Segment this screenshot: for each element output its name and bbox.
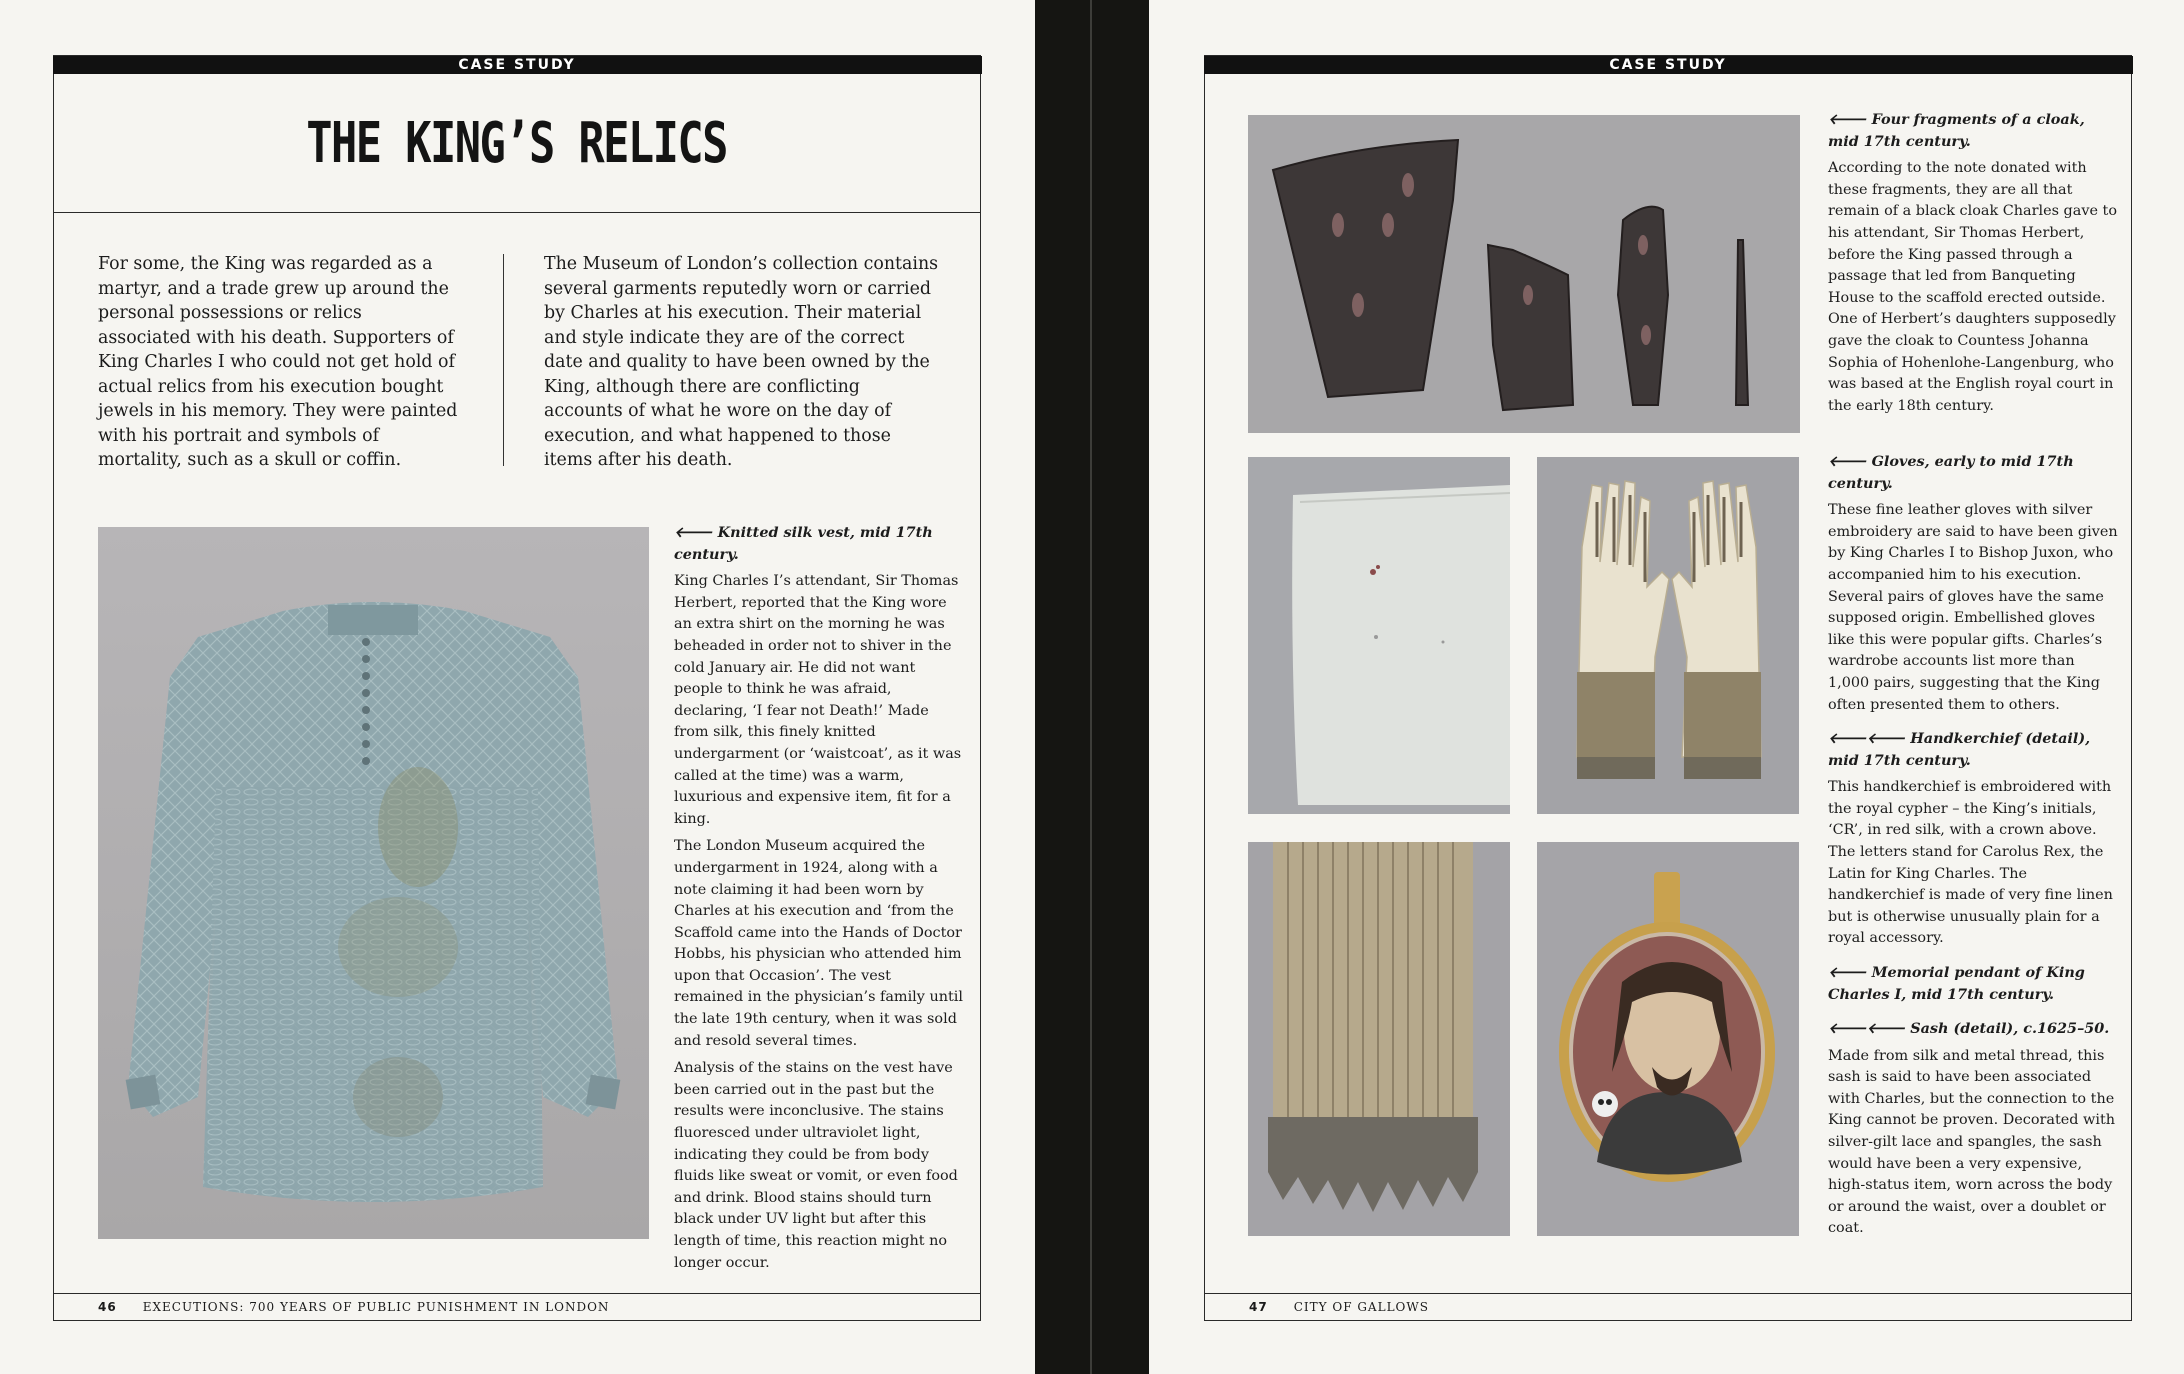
handkerchief-image: [1248, 457, 1510, 814]
handkerchief-caption-text: This handkerchief is embroidered with the royal cypher – the King’s initials, ‘CR’, in red silk, with a crown above. The letters stand for Carolus Rex, the Latin for King Charles. The handkerchief is made of very fine linen but is otherwise unusually plain for a royal accessory.: [1828, 779, 2113, 947]
left-page: [0, 0, 1035, 1374]
left-page-frame: [53, 55, 981, 1321]
gutter-line: [1090, 0, 1092, 1374]
sash-photo: [1248, 842, 1510, 1236]
page-footer: [1205, 1293, 2131, 1320]
handkerchief-caption: [1828, 728, 2118, 956]
memorial-pendant-image: [1537, 842, 1799, 1236]
gloves-photo: [1537, 457, 1799, 814]
pendant-photo: [1537, 842, 1799, 1236]
sash-caption: [1828, 1018, 2118, 1246]
vest-caption-paragraph-1: King Charles I’s attendant, Sir Thomas Herbert, reported that the King wore an extra shirt on the morning he was beheaded in order not to shiver in the cold January air. He did not want people to think he was afraid, declaring, ‘I fear not Death!’ Made from silk, this finely knitted undergarment (or ‘waistcoat’, as it was called at the time) was a warm, luxurious and expensive item, fit for a king.: [674, 573, 962, 827]
vest-caption: [674, 522, 964, 1280]
vest-caption-paragraph-3: Analysis of the stains on the vest have been carried out in the past but the results were inconclusive. The stains fluoresced under ultraviolet light, indicating they could be from body fluids like sweat or vomit, or even food and drink. Blood stains should turn black under UV light but after this length of time, this reaction might no longer occur.: [674, 1060, 958, 1271]
cloak-caption: [1828, 109, 2118, 423]
gloves-caption: [1828, 451, 2118, 722]
book-title: EXECUTIONS: 700 YEARS OF PUBLIC PUNISHMENT IN LONDON: [142, 1300, 610, 1314]
sash-caption-text: Made from silk and metal thread, this sash is said to have been associated with Charles, but the connection to the King cannot be proven. Decorated with silver-gilt lace and spangles, the sash would have been a very expensive, high-status item, worn across the body or around the waist, over a doublet or coat.: [1828, 1047, 2116, 1237]
intro-column-2: The Museum of London’s collection contains several garments reputedly worn or carried by Charles at his execution. Their material and style indicate they are of the correct date and quality to have been owned by the King, although there are conflicting accounts of what he wore on the day of execution, and what happened to those items after his death.: [544, 254, 939, 470]
knitted-vest-image: [98, 527, 649, 1239]
cloak-caption-title: 🡐 Four fragments of a cloak, mid 17th century.: [1828, 111, 2085, 150]
page-footer: [54, 1293, 980, 1320]
right-page-frame: [1204, 55, 2132, 1321]
title-box: [54, 74, 980, 213]
gloves-caption-title: 🡐 Gloves, early to mid 17th century.: [1828, 453, 2074, 492]
page-title: THE KING’S RELICS: [306, 110, 728, 176]
gloves-image: [1537, 457, 1799, 814]
book-title: CITY OF GALLOWS: [1293, 1300, 1429, 1314]
sash-caption-title: 🡐🡐 Sash (detail), c.1625–50.: [1828, 1020, 2110, 1037]
column-divider: [503, 254, 504, 466]
intro-column-1: For some, the King was regarded as a martyr, and a trade grew up around the personal possessions or relics associated with his death. Supporters of King Charles I who could not get hold of actual relics from his execution bought jewels in his memory. They were painted with his portrait and symbols of mortality, such as a skull or coffin.: [98, 254, 458, 470]
book-gutter: [1035, 0, 1149, 1374]
handkerchief-caption-title: 🡐🡐 Handkerchief (detail), mid 17th century.: [1828, 730, 2091, 769]
vest-photo: [98, 527, 649, 1239]
cloak-fragments-image: [1248, 115, 1800, 433]
page-number: 46: [98, 1300, 117, 1314]
section-label-bar: CASE STUDY: [53, 56, 982, 74]
section-label-bar: CASE STUDY: [1204, 56, 2133, 74]
cloak-fragments-photo: [1248, 115, 1800, 433]
page-number: 47: [1249, 1300, 1268, 1314]
handkerchief-photo: [1248, 457, 1510, 814]
gloves-caption-text: These fine leather gloves with silver embroidery are said to have been given by King Charles I to Bishop Juxon, who accompanied him to his execution. Several pairs of gloves have the same supposed origin. Embellished gloves like this were popular gifts. Charles’s wardrobe accounts list more than 1,000 pairs, suggesting that the King often presented them to others.: [1828, 502, 2118, 713]
vest-caption-title: 🡐 Knitted silk vest, mid 17th century.: [674, 524, 933, 563]
vest-caption-paragraph-2: The London Museum acquired the undergarment in 1924, along with a note claiming it had been worn by Charles at his execution and ‘from the Scaffold came into the Hands of Doctor Hobbs, his physician who attended him upon that Occasion’. The vest remained in the physician’s family until the late 19th century, when it was sold and resold several times.: [674, 838, 964, 1049]
sash-image: [1248, 842, 1510, 1236]
pendant-caption: [1828, 962, 2118, 1011]
cloak-caption-text: According to the note donated with these fragments, they are all that remain of a black cloak Charles gave to his attendant, Sir Thomas Herbert, before the King passed through a passage that led from Banqueting House to the scaffold erected outside. One of Herbert’s daughters supposedly gave the cloak to Countess Johanna Sophia of Hohenlohe-Langenburg, who was based at the English royal court in the early 18th century.: [1828, 160, 2118, 414]
pendant-caption-title: 🡐 Memorial pendant of King Charles I, mid 17th century.: [1828, 964, 2085, 1003]
right-page: [1149, 0, 2184, 1374]
